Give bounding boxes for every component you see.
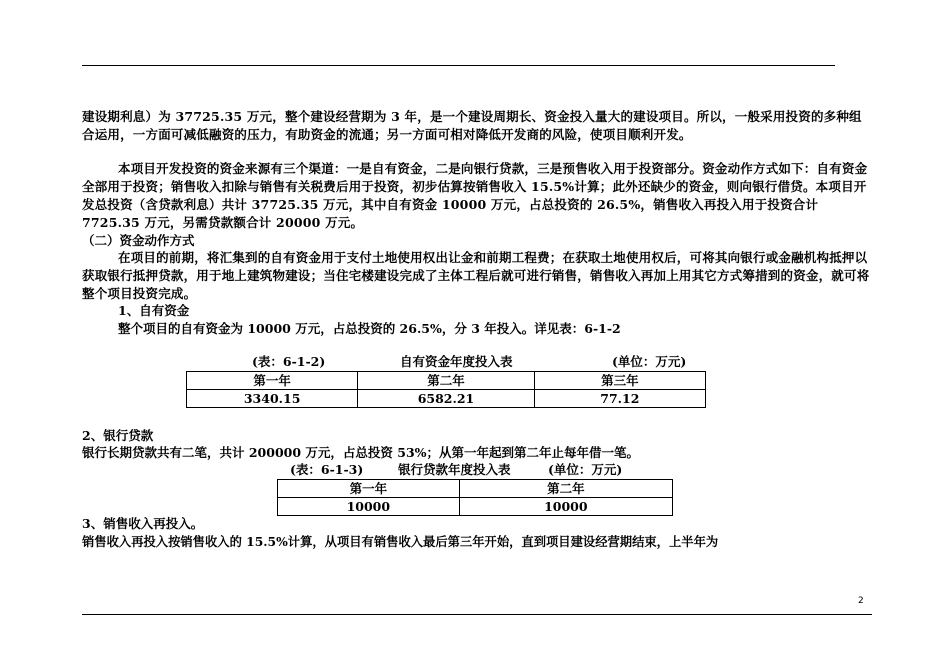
- subheading-sales-reinvest: 3、销售收入再投入。: [82, 516, 204, 531]
- footer-rule: [82, 614, 872, 615]
- table2-title: 银行贷款年度投入表: [398, 462, 511, 477]
- header-rule: [82, 65, 835, 66]
- table-cell: 10000: [459, 498, 672, 516]
- table-header-cell: 第二年: [358, 372, 534, 390]
- table-cell: 6582.21: [358, 390, 534, 408]
- table2-ref: (表：6-1-3): [290, 462, 364, 477]
- paragraph-3: 在项目的前期，将汇集到的自有资金用于支付土地使用权出让金和前期工程费；在获取土地使用权后，可将其向银行或金融机构抵押以获取银行抵押贷款，用于地上建筑物建设；当住宅楼建设完成了主体工程后就可进行销售，销售收入再加上用其它方式筹措到的资金，就可将整个项目投资完成。: [82, 250, 870, 301]
- own-funds-table: [186, 371, 706, 408]
- table-cell: 77.12: [534, 390, 705, 408]
- table-header-cell: 第一年: [278, 480, 460, 498]
- table-cell: 10000: [278, 498, 460, 516]
- table-header-cell: 第一年: [187, 372, 358, 390]
- section-heading: （二）资金动作方式: [82, 233, 195, 248]
- table-header-cell: 第二年: [459, 480, 672, 498]
- table1-unit: (单位：万元): [612, 354, 687, 369]
- paragraph-4: 整个项目的自有资金为 10000 万元，占总投资的 26.5%，分 3 年投入。详见表：6-1-2: [118, 321, 621, 336]
- table1-title: 自有资金年度投入表: [400, 354, 513, 369]
- table2-unit: (单位：万元): [548, 462, 623, 477]
- table-row: [187, 390, 706, 408]
- table-cell: 3340.15: [187, 390, 358, 408]
- bank-loan-table: [277, 479, 673, 516]
- table1-ref: (表：6-1-2): [252, 354, 326, 369]
- page-number: 2: [858, 596, 864, 606]
- table-row: [278, 498, 673, 516]
- paragraph-1: 建设期利息）为 37725.35 万元，整个建设经营期为 3 年，是一个建设周期长、资金投入量大的建设项目。所以，一般采用投资的多种组合运用，一方面可减低融资的压力，有助资金的流通；另一方面可相对降低开发商的风险，使项目顺利开发。: [82, 109, 862, 142]
- table-header-cell: 第三年: [534, 372, 705, 390]
- table-header-row: [278, 480, 673, 498]
- subheading-bank-loans: 2、银行贷款: [82, 428, 154, 443]
- subheading-own-funds: 1、自有资金: [118, 303, 190, 318]
- paragraph-5: 银行长期贷款共有二笔，共计 200000 万元，占总投资 53%；从第一年起到第二年止每年借一笔。: [82, 445, 640, 460]
- table-header-row: [187, 372, 706, 390]
- paragraph-2: 本项目开发投资的资金来源有三个渠道：一是自有资金，二是向银行贷款，三是预售收入用于投资部分。资金动作方式如下：自有资金全部用于投资；销售收入扣除与销售有关税费后用于投资，初步估算按销售收入 15.5%计算；此外还缺少的资金，则向银行借贷。本项目开发总投资（含贷款利息）共计 37725.35 万元，其中自有资金 10000 万元，占总投资的 26.5%，销售收入再投入用于投资合计 7725.35 万元，另需贷款额合计 20000 万元。: [82, 161, 868, 230]
- paragraph-6: 销售收入再投入按销售收入的 15.5%计算，从项目有销售收入最后第三年开始，直到项目建设经营期结束，上半年为: [82, 534, 719, 549]
